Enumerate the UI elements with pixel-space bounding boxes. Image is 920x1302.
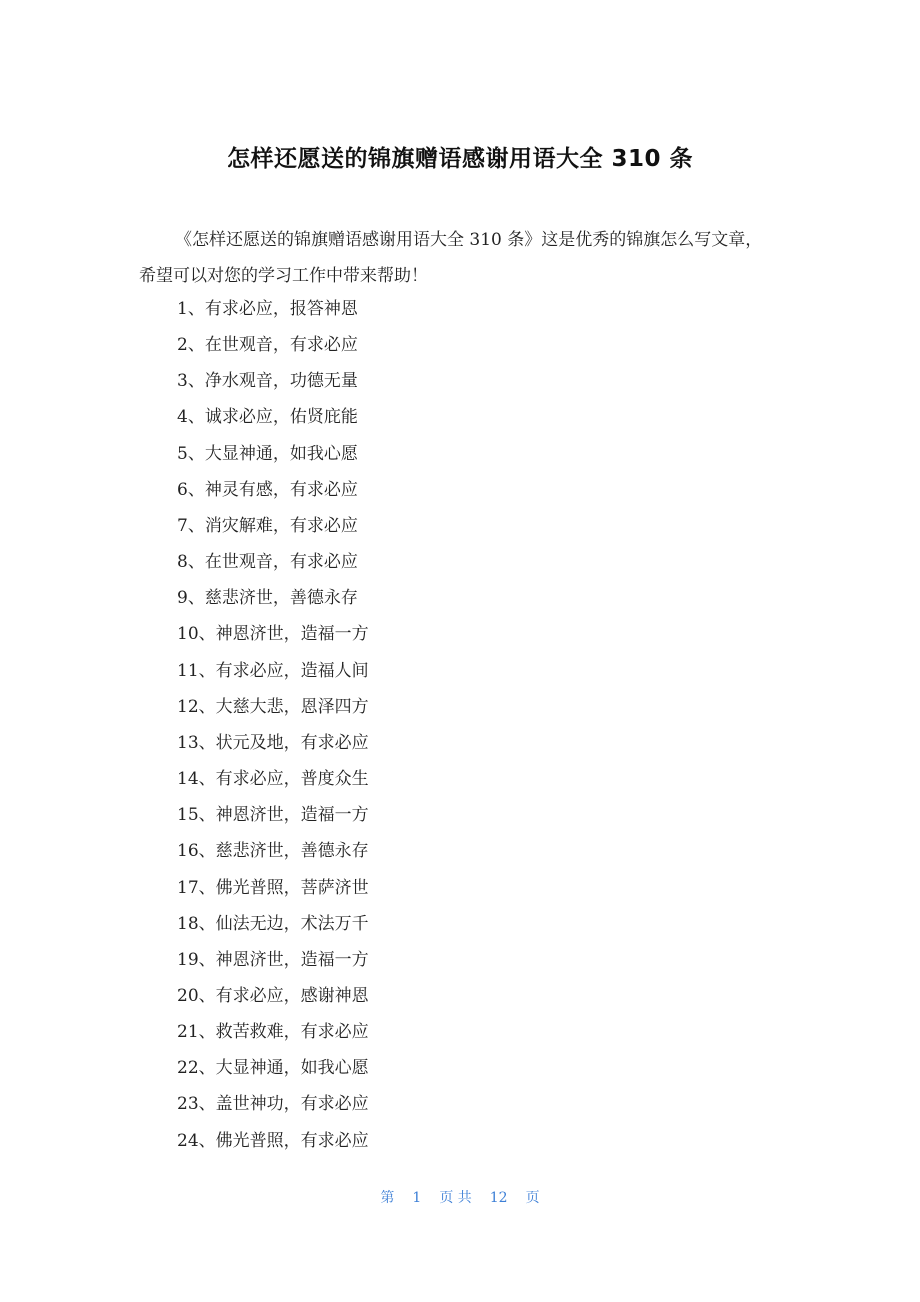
list-item: 12、大慈大悲，恩泽四方 [177,696,369,717]
list-item: 22、大显神通，如我心愿 [177,1058,369,1079]
list-item: 13、状元及地，有求必应 [177,732,369,753]
list-item: 16、慈悲济世，善德永存 [177,841,369,862]
list-item: 8、在世观音，有求必应 [177,552,358,573]
list-item: 9、慈悲济世，善德永存 [177,588,358,609]
list-item: 14、有求必应，普度众生 [177,769,369,790]
page-prefix: 第 [380,1190,395,1206]
intro-paragraph: 《怎样还愿送的锦旗赠语感谢用语大全 310 条》这是优秀的锦旗怎么写文章，希望可以对您的学习工作中带来帮助！ [139,230,763,286]
list-item: 7、消灾解难，有求必应 [177,515,358,536]
list-item: 11、有求必应，造福人间 [177,660,369,681]
total-pages-number: 12 [489,1190,508,1206]
list-item: 23、盖世神功，有求必应 [177,1094,369,1115]
list-item: 1、有求必应，报答神恩 [177,299,358,319]
list-item: 2、在世观音，有求必应 [177,335,358,356]
list-item: 15、神恩济世，造福一方 [177,805,369,826]
list-item: 5、大显神通，如我心愿 [177,443,358,464]
page-suffix: 页 [525,1190,540,1206]
list-item: 4、诚求必应，佑贤庇能 [177,407,358,428]
list-item: 19、神恩济世，造福一方 [177,949,369,970]
list-item: 10、神恩济世，造福一方 [177,624,369,645]
list-item: 24、佛光普照，有求必应 [177,1130,369,1151]
page-mid-text: 页 共 [439,1190,472,1206]
list-item: 6、神灵有感，有求必应 [177,479,358,500]
list-item: 17、佛光普照，菩萨济世 [177,877,369,898]
item-list [177,291,369,1159]
list-item: 21、救苦救难，有求必应 [177,1022,369,1043]
list-item: 18、仙法无边，术法万千 [177,913,369,934]
document-title: 怎样还愿送的锦旗赠语感谢用语大全 310 条 [226,146,694,172]
list-item: 20、有求必应，感谢神恩 [177,985,369,1006]
page-footer [0,1187,920,1207]
current-page-number: 1 [412,1190,422,1206]
list-item: 3、净水观音，功德无量 [177,371,358,392]
